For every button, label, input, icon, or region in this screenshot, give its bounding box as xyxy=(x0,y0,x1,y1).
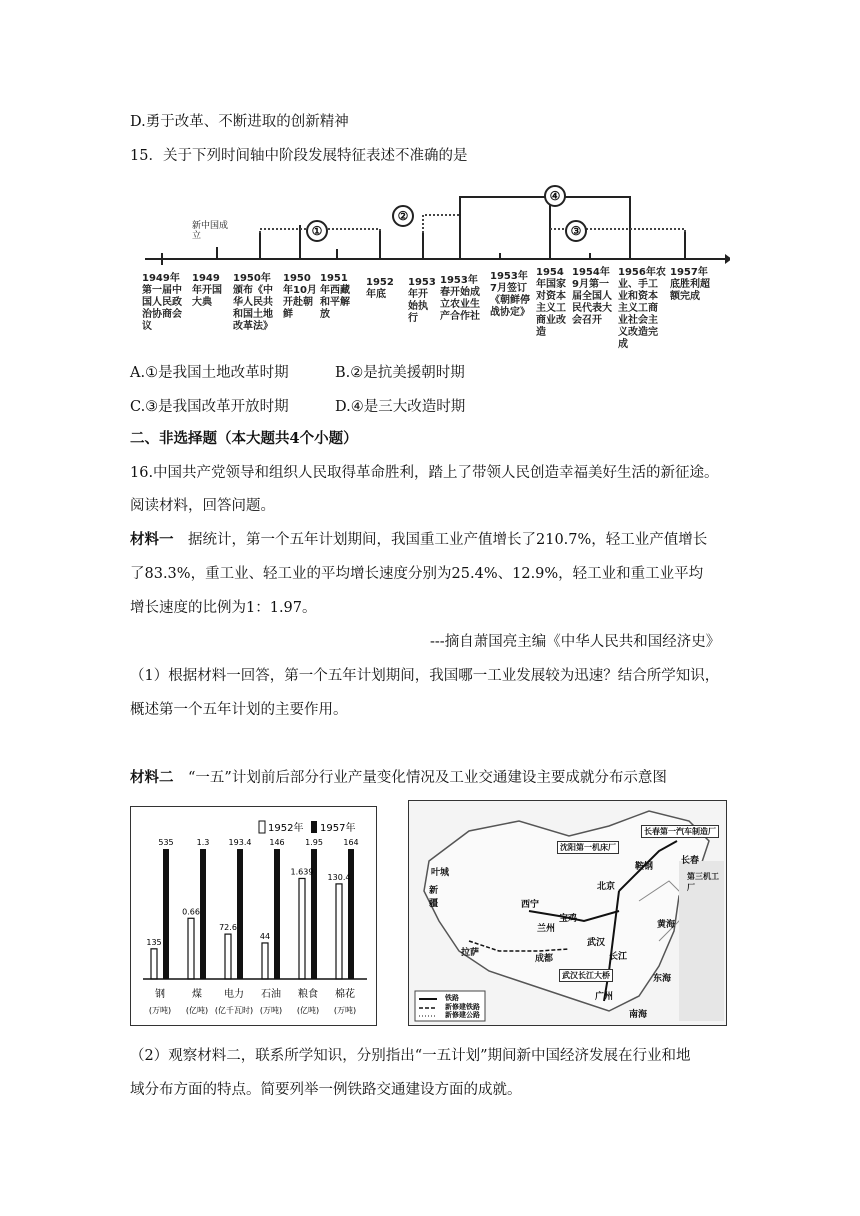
section-2-title: 二、非选择题（本大题共4个小题） xyxy=(130,430,358,447)
category-label-4: 粮食 xyxy=(298,989,318,1000)
unit-label-3: (万吨) xyxy=(259,1006,283,1015)
material-2-text: “一五”计划前后部分行业产量变化情况及工业交通建设主要成就分布示意图 xyxy=(173,770,667,786)
value-label-1952-1: 0.66 xyxy=(182,907,200,917)
circle-1: ① xyxy=(306,220,328,242)
bar-1957-0 xyxy=(163,849,169,979)
value-label-1952-4: 1.639 xyxy=(290,867,314,877)
map-label-wuhan: 武汉 xyxy=(587,938,606,948)
q15-option-c[interactable]: C.③是我国改革开放时期 xyxy=(130,399,289,415)
value-label-1952-3: 44 xyxy=(259,931,271,941)
map-label-chengdu: 成都 xyxy=(535,954,554,964)
value-label-1952-0: 135 xyxy=(146,937,162,947)
map-label-yecheng: 叶城 xyxy=(431,868,450,878)
map-legend-new-road: 新修建公路 xyxy=(445,1011,480,1019)
map-legend-railway: 铁路 xyxy=(445,994,459,1002)
q15-option-a[interactable]: A.①是我国土地改革时期 xyxy=(130,365,289,381)
map-label-lanzhou: 兰州 xyxy=(537,924,556,934)
map-label-xining: 西宁 xyxy=(521,900,540,910)
production-bar-chart xyxy=(130,806,377,1026)
value-label-1952-2: 72.6 xyxy=(219,923,237,933)
event-7: 1953年开始执行 xyxy=(408,277,436,324)
value-label-1957-0: 535 xyxy=(158,838,174,847)
map-label-wuhan-bridge: 武汉长江大桥 xyxy=(559,969,613,982)
unit-label-4: (亿吨) xyxy=(296,1006,320,1015)
map-label-changjiang: 长江 xyxy=(609,952,628,962)
industry-map xyxy=(408,800,727,1026)
category-label-2: 电力 xyxy=(224,989,244,1000)
map-label-lhasa: 拉萨 xyxy=(461,948,480,958)
event-5: 1951年西藏和平解放 xyxy=(320,273,350,320)
map-label-guangzhou: 广州 xyxy=(595,992,614,1002)
timeline-svg xyxy=(140,185,730,275)
timeline-top-label: 新中国成立 xyxy=(192,221,229,241)
circle-2: ② xyxy=(392,205,414,227)
event-3: 1950年颁布《中华人民共和国土地改革法》 xyxy=(233,273,273,332)
bar-1957-3 xyxy=(274,849,280,979)
bar-1957-5 xyxy=(348,849,354,979)
q15-option-d[interactable]: D.④是三大改造时期 xyxy=(335,399,466,415)
event-2: 1949年开国大典 xyxy=(192,273,222,308)
map-label-changchun: 长春 xyxy=(681,856,700,866)
value-label-1952-5: 130.4 xyxy=(327,872,351,882)
q16-intro-1: 16.中国共产党领导和组织人民取得革命胜利，踏上了带领人民创造幸福美好生活的新征途。 xyxy=(130,465,719,481)
q15-options-row2 xyxy=(130,395,540,416)
event-4: 1950年10月开赴朝鲜 xyxy=(283,273,317,320)
bar-1952-2 xyxy=(225,934,231,979)
unit-label-2: (亿千瓦时) xyxy=(214,1006,254,1015)
event-10: 1954年国家对资本主义工商业改造 xyxy=(536,267,566,338)
unit-label-0: (万吨) xyxy=(148,1006,172,1015)
bar-1952-5 xyxy=(336,884,342,979)
material-1-source: ---摘自萧国亮主编《中华人民共和国经济史》 xyxy=(430,634,721,650)
q15-option-b[interactable]: B.②是抗美援朝时期 xyxy=(335,365,465,381)
event-13: 1957年底胜利超额完成 xyxy=(670,267,710,302)
category-label-0: 钢 xyxy=(155,989,165,1000)
material-1-line-1 xyxy=(130,530,707,550)
unit-label-1: (亿吨) xyxy=(185,1006,209,1015)
material-1-line-3: 增长速度的比例为1：1.97。 xyxy=(130,600,317,616)
timeline-figure xyxy=(140,185,730,350)
legend-swatch-1952 xyxy=(259,821,265,833)
legend-label-1952: 1952年 xyxy=(268,823,304,834)
category-label-3: 石油 xyxy=(261,989,281,1000)
map-label-beijing: 北京 xyxy=(597,882,616,892)
bar-1957-1 xyxy=(200,849,206,979)
value-label-1957-2: 193.4 xyxy=(228,838,252,847)
map-label-huanghai: 黄海 xyxy=(657,920,676,930)
event-8: 1953年春开始成立农业生产合作社 xyxy=(440,275,480,322)
map-legend-new-railway: 新修建铁路 xyxy=(445,1003,480,1011)
bar-1952-0 xyxy=(151,949,157,979)
event-6: 1952年底 xyxy=(366,277,394,300)
category-label-5: 棉花 xyxy=(335,989,355,1000)
legend-label-1957: 1957年 xyxy=(320,823,356,834)
question-2-line-2: 域分布方面的特点。简要列举一例铁路交通建设方面的成就。 xyxy=(130,1082,522,1098)
q15-options-row1 xyxy=(130,361,540,382)
question-1-line-1: （1）根据材料一回答，第一个五年计划期间，我国哪一工业发展较为迅速？结合所学知识， xyxy=(130,668,720,684)
question-2-line-1: （2）观察材料二，联系所学知识，分别指出“一五计划”期间新中国经济发展在行业和地 xyxy=(130,1048,691,1064)
category-label-1: 煤 xyxy=(192,989,202,1000)
map-label-angang: 鞍钢 xyxy=(635,862,654,872)
value-label-1957-5: 164 xyxy=(343,838,359,847)
bar-1952-1 xyxy=(188,918,194,979)
map-label-baoji: 宝鸡 xyxy=(559,914,578,924)
map-label-donghai: 东海 xyxy=(653,974,672,984)
map-label-nanhai: 南海 xyxy=(629,1010,648,1020)
q15-stem: 15．关于下列时间轴中阶段发展特征表述不准确的是 xyxy=(130,148,468,164)
material-1-text-1: 据统计，第一个五年计划期间，我国重工业产值增长了210.7%，轻工业产值增长 xyxy=(173,532,708,548)
material-2-label: 材料二 xyxy=(130,769,174,786)
value-label-1957-3: 146 xyxy=(269,838,285,847)
event-1: 1949年第一届中国人民政治协商会议 xyxy=(142,273,182,332)
circle-4: ④ xyxy=(544,185,566,207)
bar-1952-3 xyxy=(262,943,268,979)
value-label-1957-1: 1.3 xyxy=(196,838,210,847)
map-label-third-plant: 第三机工厂 xyxy=(687,872,719,892)
material-2-line xyxy=(130,768,667,788)
map-label-xinjiang: 新疆 xyxy=(429,886,439,909)
event-11: 1954年9月第一届全国人民代表大会召开 xyxy=(572,267,612,326)
bar-1957-2 xyxy=(237,849,243,979)
unit-label-5: (万吨) xyxy=(333,1006,357,1015)
material-1-line-2: 了83.3%，重工业、轻工业的平均增长速度分别为25.4%、12.9%，轻工业和重工业平均 xyxy=(130,566,704,582)
bar-chart-svg xyxy=(131,807,376,1025)
legend-swatch-1957 xyxy=(311,821,317,833)
bar-1952-4 xyxy=(299,878,305,979)
event-12: 1956年农业、手工业和资本主义工商业社会主义改造完成 xyxy=(618,267,666,350)
event-9: 1953年7月签订《朝鲜停战协定》 xyxy=(490,271,530,318)
q16-intro-2: 阅读材料，回答问题。 xyxy=(130,498,275,514)
circle-3: ③ xyxy=(565,220,587,242)
map-label-shenyang: 沈阳第一机床厂 xyxy=(557,841,619,854)
value-label-1957-4: 1.95 xyxy=(305,838,323,847)
q14-option-d: D.勇于改革、不断进取的创新精神 xyxy=(130,114,349,130)
map-label-changchun-plant: 长春第一汽车制造厂 xyxy=(641,825,719,838)
question-1-line-2: 概述第一个五年计划的主要作用。 xyxy=(130,702,348,718)
material-1-label: 材料一 xyxy=(130,531,174,548)
